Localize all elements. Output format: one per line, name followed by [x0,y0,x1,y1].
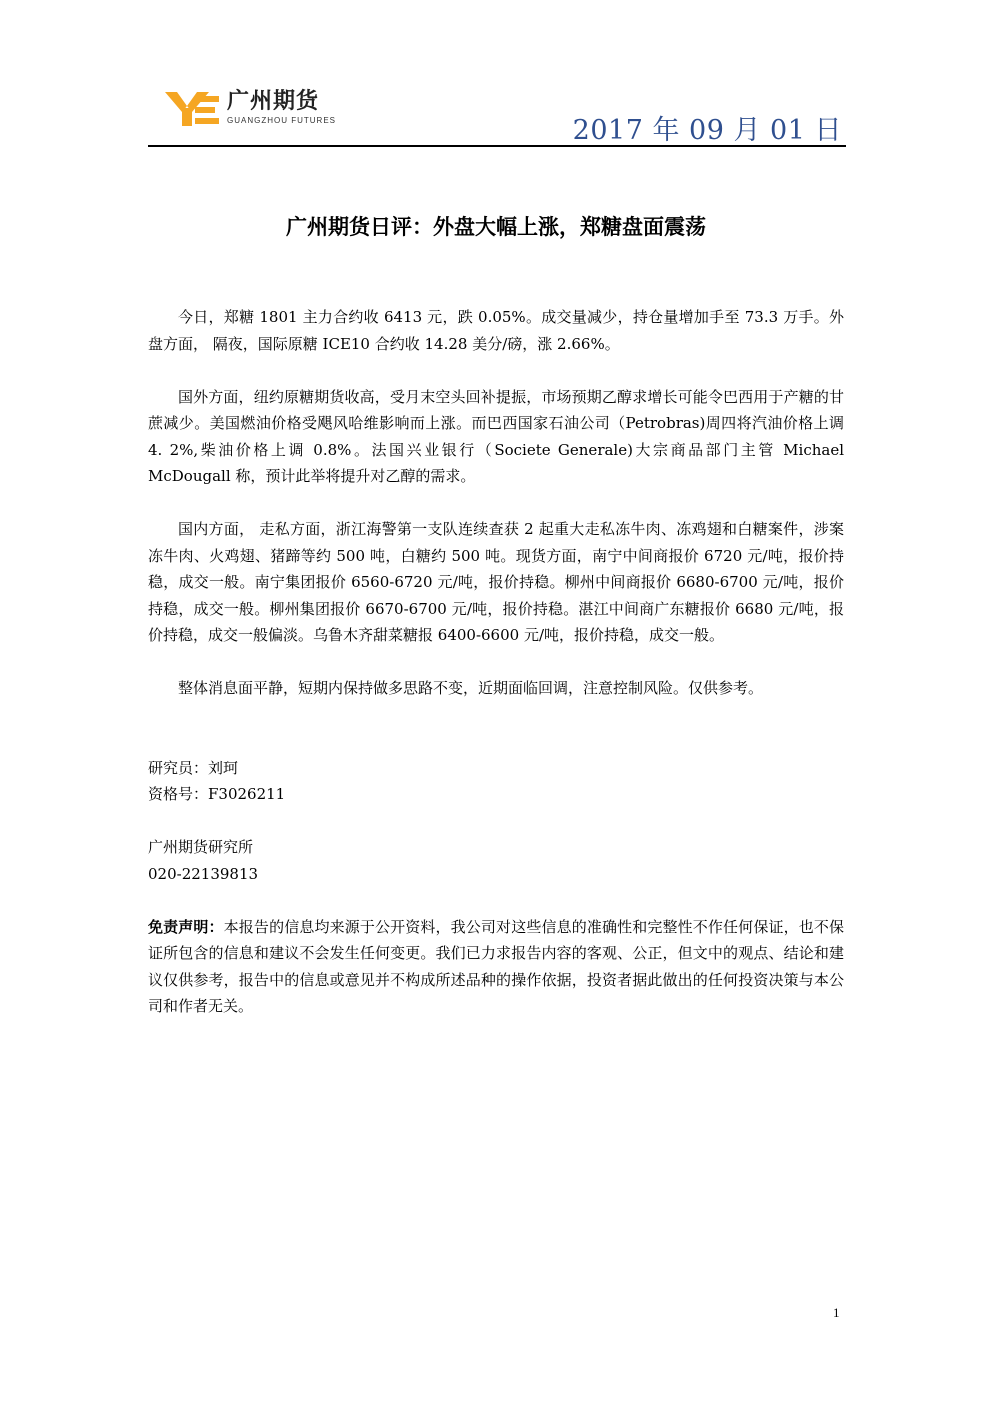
header-divider [148,145,846,147]
spacer [148,808,844,835]
paragraph-overseas: 国外方面，纽约原糖期货收高，受月末空头回补提振，市场预期乙醇求增长可能令巴西用于产糖的甘蔗减少。美国燃油价格受飓风哈维影响而上涨。而巴西国家石油公司（Petrobras)周四将汽油价格上调 4. 2%,柴油价格上调 0.8%。法国兴业银行（Societe Generale)大宗商品部门主管 Michael McDougall 称，预计此举将提升对乙醇的需求。 [148,387,844,485]
researcher-name: 研究员：刘珂 [148,758,239,777]
disclaimer-text: 本报告的信息均来源于公开资料，我公司对这些信息的准确性和完整性不作任何保证，也不保证所包含的信息和建议不会发生任何变更。我们已力求报告内容的客观、公正，但文中的观点、结论和建议仅供参考，报告中的信息或意见并不构成所述品种的操作依据，投资者据此做出的任何投资决策与本公司和作者无关。 [148,917,844,1015]
guangzhou-futures-logo-icon [165,88,221,128]
document-title: 广州期货日评：外盘大幅上涨，郑糖盘面震荡 [286,215,706,239]
spacer [148,728,844,755]
paragraph-market-summary: 今日，郑糖 1801 主力合约收 6413 元，跌 0.05%。成交量减少，持仓量增加手至 73.3 万手。外盘方面， 隔夜，国际原糖 ICE10 合约收 14.28 美分/磅，涨 2.66%。 [148,308,844,353]
disclaimer-label: 免责声明： [148,917,224,936]
paragraph-domestic: 国内方面， 走私方面，浙江海警第一支队连续查获 2 起重大走私冻牛肉、冻鸡翅和白糖案件，涉案冻牛肉、火鸡翅、猪蹄等约 500 吨，白糖约 500 吨。现货方面，南宁中间商报价 6720 元/吨，报价持稳，成交一般。南宁集团报价 6560-6720 元/吨，报价持稳。柳州中间商报价 6680-6700 元/吨，报价持稳，成交一般。柳州集团报价 6670-6700 元/吨，报价持稳。湛江中间商广东糖报价 6680 元/吨，报价持稳，成交一般偏淡。乌鲁木齐甜菜糖报 6400-6600 元/吨，报价持稳，成交一般。 [148,520,844,644]
institute-phone: 020-22139813 [148,864,259,883]
page-number: 1 [833,1305,840,1320]
company-logo [165,88,336,128]
report-date: 2017 年 09 月 01 日 [572,115,842,146]
logo-english-name: GUANGZHOU FUTURES [227,116,336,125]
institute-name: 广州期货研究所 [148,838,254,856]
paragraph-outlook: 整体消息面平静，短期内保持做多思路不变，近期面临回调，注意控制风险。仅供参考。 [178,679,764,697]
qualification-number: 资格号：F3026211 [148,785,286,803]
spacer [148,887,844,914]
logo-chinese-name: 广州期货 [227,89,320,114]
document-body [148,304,844,1020]
disclaimer [148,914,844,1020]
